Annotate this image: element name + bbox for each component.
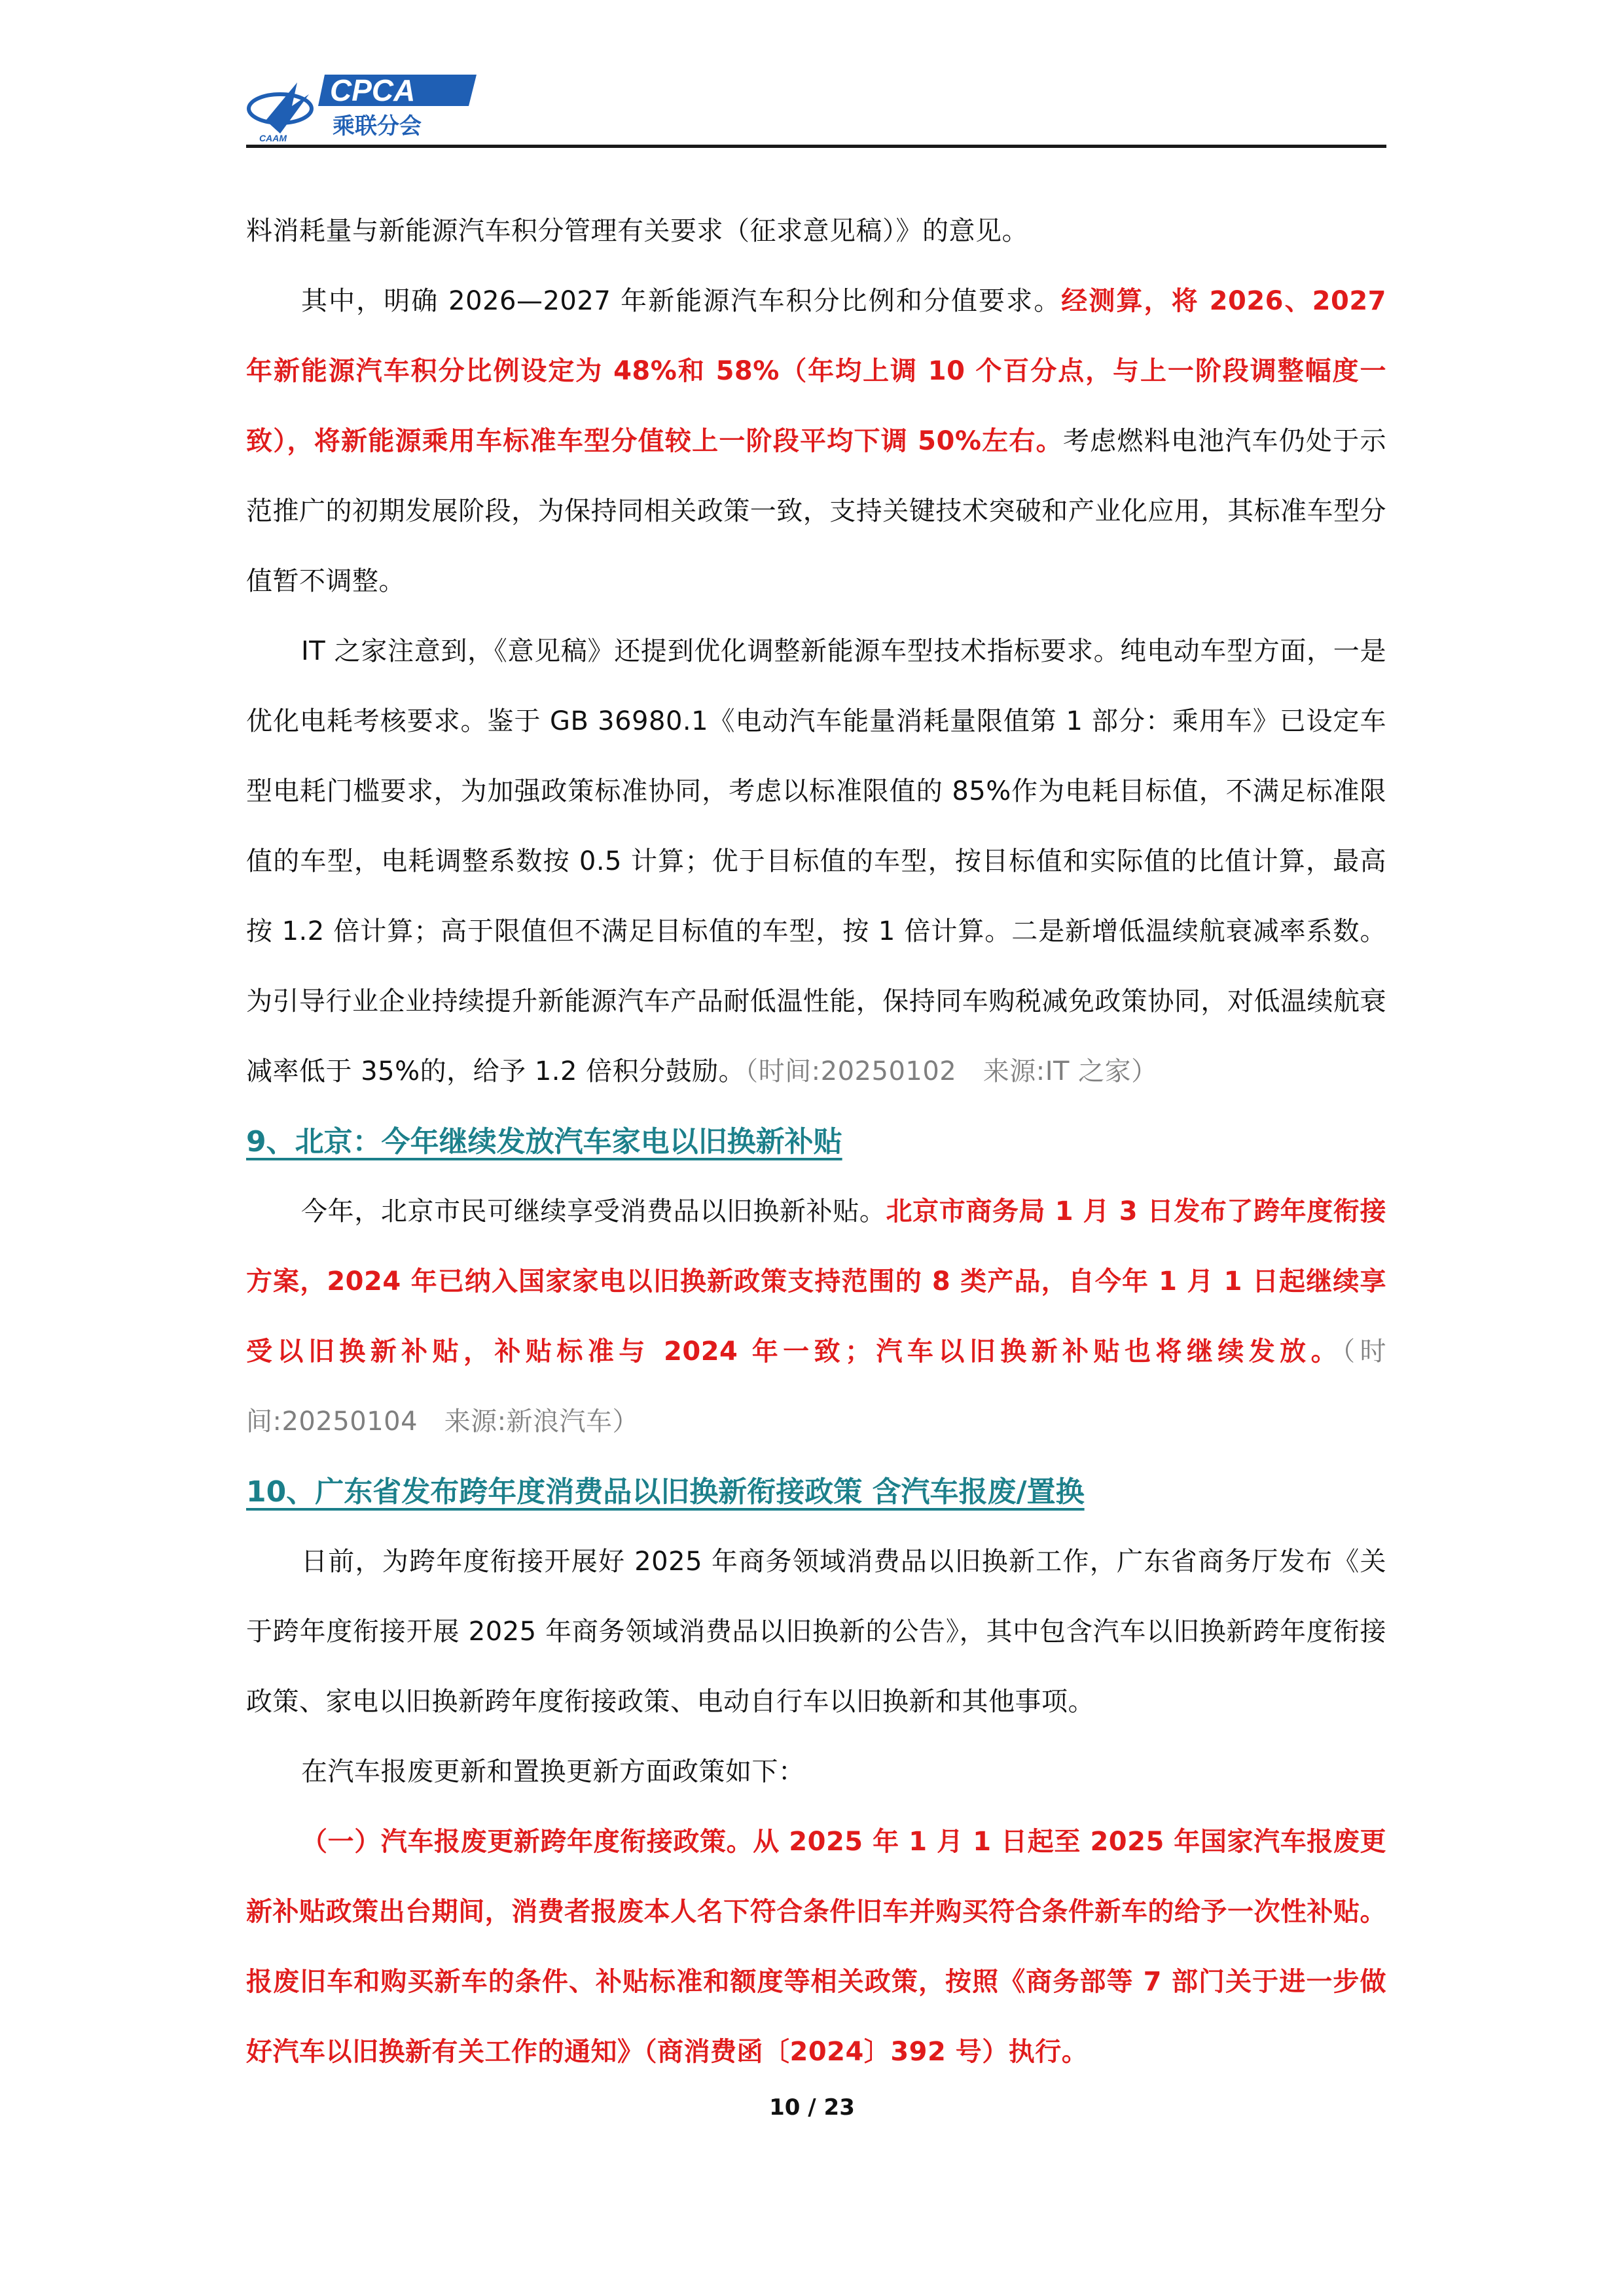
highlight-text: 北京市商务局 1 月 3 日发布了跨年度衔接方案，2024 年已纳入国家家电以旧换新政策支持范围的 8 类产品，自今年 1 月 1 日起继续享受以旧换新补贴，补贴标准与 2024 年一致；汽车以旧换新补贴也将继续发放。 <box>246 1196 1386 1367</box>
source-note: （时间:20250104 来源:新浪汽车） <box>246 1336 1386 1437</box>
article-body <box>246 196 1386 2087</box>
source-note: （时间:20250102 来源:IT 之家） <box>745 1056 1158 1086</box>
header-rule <box>246 145 1386 148</box>
paragraph-1: 料消耗量与新能源汽车积分管理有关要求（征求意见稿）》的意见。 <box>246 216 1028 246</box>
logo-mark-text: CAAM <box>259 133 287 143</box>
page-number: 10 / 23 <box>769 2094 855 2121</box>
paragraph-5: 日前，为跨年度衔接开展好 2025 年商务领域消费品以旧换新工作，广东省商务厅发布《关于跨年度衔接开展 2025 年商务领域消费品以旧换新的公告》，其中包含汽车以旧换新跨年度衔接政策、家电以旧换新跨年度衔接政策、电动自行车以旧换新和其他事项。 <box>246 1547 1386 1717</box>
logo-subtext: 乘联分会 <box>333 113 422 139</box>
paragraph-2: 其中，明确 2026—2027 年新能源汽车积分比例和分值要求。经测算，将 2026、2027 年新能源汽车积分比例设定为 48%和 58%（年均上调 10 个百分点，与上一阶段调整幅度一致），将新能源乘用车标准车型分值较上一阶段平均下调 50%左右。考虑燃料电池汽车仍处于示范推广的初期发展阶段，为保持同相关政策一致，支持关键技术突破和产业化应用，其标准车型分值暂不调整。 <box>246 286 1386 596</box>
paragraph-3: IT 之家注意到，《意见稿》还提到优化调整新能源车型技术指标要求。纯电动车型方面，一是优化电耗考核要求。鉴于 GB 36980.1《电动汽车能量消耗量限值第 1 部分：乘用车》已设定车型电耗门槛要求，为加强政策标准协同，考虑以标准限值的 85%作为电耗目标值，不满足标准限值的车型，电耗调整系数按 0.5 计算；优于目标值的车型，按目标值和实际值的比值计算，最高按 1.2 倍计算；高于限值但不满足目标值的车型，按 1 倍计算。二是新增低温续航衰减率系数。为引导行业企业持续提升新能源汽车产品耐低温性能，保持同车购税减免政策协同，对低温续航衰减率低于 35%的，给予 1.2 倍积分鼓励。（时间:20250102 来源:IT 之家） <box>246 636 1386 1086</box>
paragraph-6: 在汽车报废更新和置换更新方面政策如下： <box>301 1757 805 1787</box>
highlight-text: 经测算，将 2026、2027 年新能源汽车积分比例设定为 48%和 58%（年均上调 10 个百分点，与上一阶段调整幅度一致），将新能源乘用车标准车型分值较上一阶段平均下调 50%左右。 <box>246 286 1386 456</box>
paragraph-4: 今年，北京市民可继续享受消费品以旧换新补贴。北京市商务局 1 月 3 日发布了跨年度衔接方案，2024 年已纳入国家家电以旧换新政策支持范围的 8 类产品，自今年 1 月 1 日起继续享受以旧换新补贴，补贴标准与 2024 年一致；汽车以旧换新补贴也将继续发放。（时间:20250104 来源:新浪汽车） <box>246 1196 1386 1437</box>
paragraph-7: （一）汽车报废更新跨年度衔接政策。从 2025 年 1 月 1 日起至 2025 年国家汽车报废更新补贴政策出台期间，消费者报废本人名下符合条件旧车并购买符合条件新车的给予一次性补贴。报废旧车和购买新车的条件、补贴标准和额度等相关政策，按照《商务部等 7 部门关于进一步做好汽车以旧换新有关工作的通知》（商消费函〔2024〕392 号）执行。 <box>246 1827 1386 2067</box>
cpca-logo <box>246 68 482 145</box>
section-heading-9: 9、北京：今年继续发放汽车家电以旧换新补贴 <box>246 1125 842 1158</box>
section-heading-10: 10、广东省发布跨年度消费品以旧换新衔接政策 含汽车报废/置换 <box>246 1475 1085 1509</box>
page-header <box>0 0 1624 151</box>
logo-text: CPCA <box>330 73 416 107</box>
